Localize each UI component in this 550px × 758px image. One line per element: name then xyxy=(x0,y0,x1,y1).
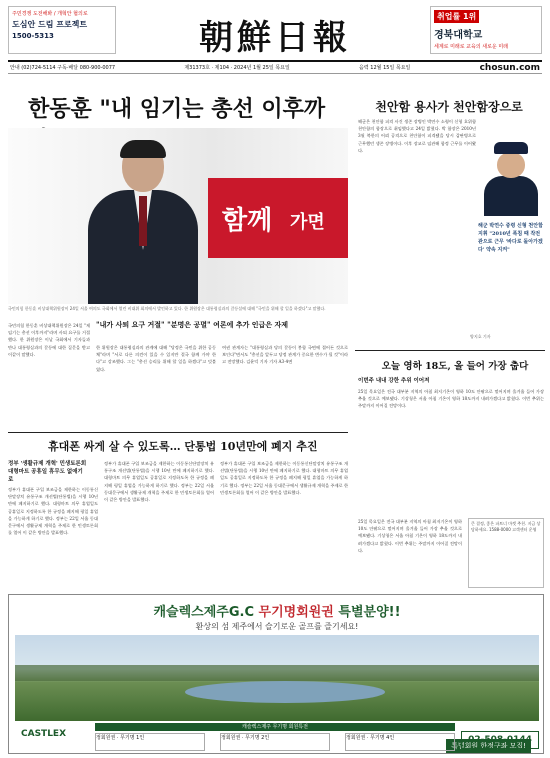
mid-story-body-1: 정부가 휴대폰 구입 보조금을 제한하는 이동통신단말장치 유통구조 개선법(단통법)을 시행 10년 만에 폐지하기로 했다. 대형마트 의무 휴업일도 공휴일로 지정하도록 한 규정을 폐지해 평일 휴업을 가능하게 하기로 했다. 정부는 22일 서울 동대문구에서 생활규제 개혁을 주제로 한 민생토론회를 열어 이 같은 방안을 발표했다. xyxy=(8,487,98,536)
info-bar-issue: 제31373호 · 제104 · 2024년 1월 25일 목요일 xyxy=(184,65,290,71)
mid-story-body-3: 정부가 휴대폰 구입 보조금을 제한하는 이동통신단말장치 유통구조 개선법(단통법)을 시행 10년 만에 폐지하기로 했다. 대형마트 의무 휴업일도 공휴일로 지정하도록 한 규정을 폐지해 평일 휴업을 가능하게 하기로 했다. 정부는 22일 서울 동대문구에서 생활규제 개혁을 주제로 한 민생토론회를 열어 이 같은 방안을 발표했다. xyxy=(220,461,348,495)
lead-headline[interactable]: 한동훈 "내 임기는 총선 이후까 xyxy=(28,96,326,122)
ad-top-right-badge: 취업률 1위 xyxy=(434,10,479,23)
lead-body-col-2: 한 위원장은 대통령실과의 관계에 대해 "당정은 국민을 위한 공동체"라며 "서로 다른 의견이 있을 수 있지만 결국 함께 가야 한다"고 강조했다. 그는 "총선 승리를 위해 할 일을 하겠다"고 덧붙였다. xyxy=(96,345,216,372)
plan-2-label: 정회원권 · 무기명 2인 xyxy=(221,735,270,741)
banner-text-1: 함께 xyxy=(222,206,273,236)
bottom-ad-subtitle: 환상의 섬 제주에서 슬기로운 골프를 즐기세요! xyxy=(195,622,359,631)
plan-3-label: 정회원권 · 무기명 4인 xyxy=(346,735,395,741)
lead-photo-caption: 국민의힘 한동훈 비상대책위원장이 24일 서울 여의도 국회에서 열린 비대위 회의에서 발언하고 있다. 한 위원장은 대통령실과의 갈등설에 대해 "국민을 위해 할 일을 하겠다"고 말했다. xyxy=(8,306,326,311)
weather-headline[interactable]: 오늘 영하 18도, 올 들어 가장 춥다 xyxy=(381,361,529,372)
site-link[interactable]: chosun.com xyxy=(479,62,540,73)
info-bar-lunar: 음력 12월 15일 목요일 xyxy=(359,65,411,71)
banner-text-2: 가면 xyxy=(290,212,325,233)
weather-body: 25일 목요일은 전국 대부분 지역의 아침 최저기온이 영하 10도 안팎으로 떨어지며 올겨울 들어 가장 추울 것으로 예보됐다. 기상청은 서울 아침 기온이 영하 18도까지 내려가겠다고 밝혔다. 이번 추위는 주말까지 이어질 전망이다. xyxy=(358,389,544,409)
lead-body-col-3: 여권 관계자는 "대통령실과 당의 갈등이 봉합 국면에 접어든 것으로 보인다"면서도 "총선을 앞두고 당정 관계가 중요한 변수가 될 것"이라고 전망했다. 김윤덕 기자 기자 A3·4면 xyxy=(222,345,348,365)
ad-top-left[interactable] xyxy=(8,6,116,54)
person-figure xyxy=(88,142,198,304)
weather-subhead: 이번주 내내 강한 추위 이어져 xyxy=(358,378,430,384)
bottom-ad[interactable] xyxy=(8,594,544,754)
right-story-headline[interactable]: 천안함 용사가 천안함장으로 xyxy=(375,100,523,114)
bottom-ad-title xyxy=(9,601,544,620)
plan-1 xyxy=(95,733,205,751)
info-bar xyxy=(8,60,542,74)
mid-story-body-2: 정부가 휴대폰 구입 보조금을 제한하는 이동통신단말장치 유통구조 개선법(단통법)을 시행 10년 만에 폐지하기로 했다. 대형마트 의무 휴업일도 공휴일로 지정하도록 한 규정을 폐지해 평일 휴업을 가능하게 하기로 했다. 정부는 22일 서울 동대문구에서 생활규제 개혁을 주제로 한 민생토론회를 열어 이 같은 방안을 발표했다. xyxy=(104,461,214,503)
right-story-byline: 양지호 기자 xyxy=(470,334,491,339)
bottom-ad-lower xyxy=(15,723,539,751)
info-bar-contact: 안내 (02)724-5114 구독·배달 080-900-0077 xyxy=(10,65,116,71)
bottom-ad-phone[interactable]: 02-508-0144 xyxy=(461,731,539,749)
lead-body-col-1: 국민의힘 한동훈 비상대책위원장은 24일 "제 임기는 총선 이후까지"라며 사퇴 요구를 거절했다. 한 위원장은 이날 국회에서 기자들과 만나 대통령실과의 갈등에 대한 질문을 받고 이같이 말했다. xyxy=(8,323,90,357)
officer-quote: 해군 박연수 중령 신형 천안함 지휘 "2010년 폭침 때 작전관으로 근무 '바다로 돌아가겠다' 약속 지켜" xyxy=(478,223,543,253)
small-ad[interactable]: 큰 결정, 좋은 파트너 마켓 추천. 지금 상담하세요. 1588-0000 고객센터 운영 xyxy=(468,518,544,588)
bottom-ad-title-a: 캐슬렉스제주G.C xyxy=(153,605,254,620)
masthead-title: 朝鮮日報 xyxy=(199,18,351,58)
bottom-ad-title-c: 특별분양!! xyxy=(338,605,401,620)
plan-3 xyxy=(345,733,455,751)
mid-story-subhead: 정부 '생활규제 개혁' 민생토론회 대형마트 공휴일 휴무도 없애기로 xyxy=(8,461,87,483)
recruit-badge: 특별회원 한정구좌 모집! xyxy=(446,739,531,753)
divider-right xyxy=(355,350,545,351)
lead-photo xyxy=(8,128,348,304)
mid-story-body-4: 25일 목요일은 전국 대부분 지역의 아침 최저기온이 영하 10도 안팎으로 떨어지며 올겨울 들어 가장 추울 것으로 예보됐다. 기상청은 서울 아침 기온이 영하 18도까지 내려가겠다고 밝혔다. 이번 추위는 주말까지 이어질 전망이다. xyxy=(358,519,462,553)
castlex-logo: CASTLEX xyxy=(21,729,67,739)
plan-1-label: 정회원권 · 무기명 1인 xyxy=(96,735,145,741)
divider-mid xyxy=(8,432,348,433)
plan-2 xyxy=(220,733,330,751)
lead-subhead: "내가 사퇴 요구 거절" "분명은 공멸" 여론에 추가 인급은 자제 xyxy=(96,320,289,329)
mid-story-headline[interactable]: 휴대폰 싸게 살 수 있도록… 단통법 10년만에 폐지 추진 xyxy=(48,440,318,453)
ad-top-left-name: 도심안 드림 프로젝트 xyxy=(12,20,88,29)
bottom-ad-band: 캐슬렉스제주 무기명 회원특전 xyxy=(95,723,455,731)
bottom-ad-title-b: 무기명회원권 xyxy=(258,605,334,620)
ad-top-right-slogan: 세계로 미래로 교육의 새로운 미래 xyxy=(434,44,508,50)
ad-top-right[interactable] xyxy=(430,6,542,54)
ad-top-left-phone: 1500-5313 xyxy=(12,32,54,40)
ad-top-left-line: 주민경쟁 도전해봐 / 개혁안 협의로 xyxy=(12,11,88,17)
right-story-body: 해군은 천안함 피격 사건 생존 장병인 박연수 소령이 신형 호위함 천안함의 함장으로 취임했다고 24일 밝혔다. 박 함장은 2010년 3월 북한의 어뢰 공격으로 천안함이 피격됐을 당시 갑판병으로 근무했던 생존 장병이다. 이후 장교로 임관해 함정 근무를 이어왔다. xyxy=(358,119,476,153)
ad-top-right-university: 경북대학교 xyxy=(434,30,483,41)
